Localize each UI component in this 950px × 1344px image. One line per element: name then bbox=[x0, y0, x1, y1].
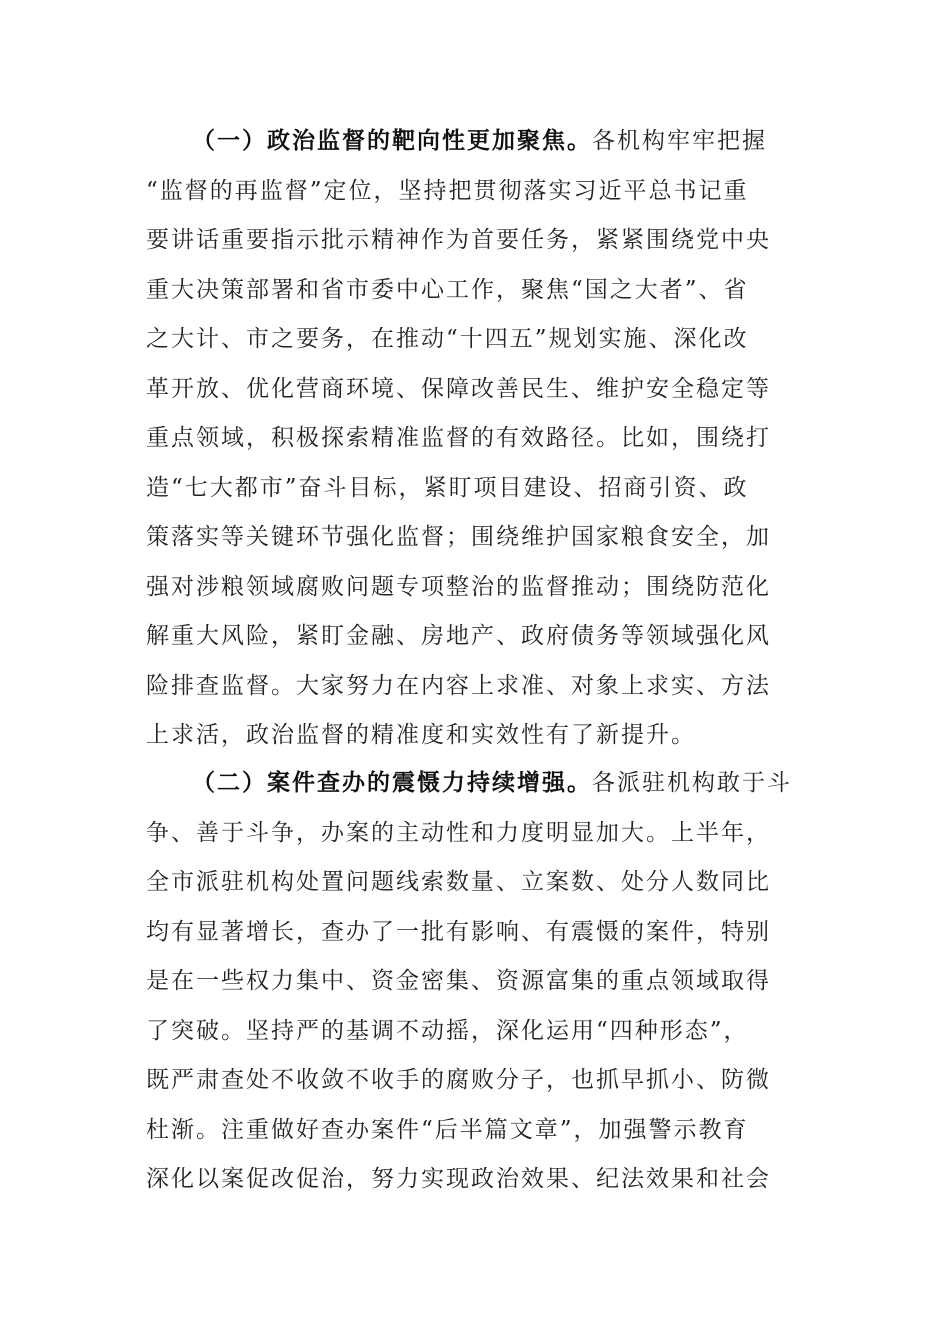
paragraph-line: 解重大风险，紧盯金融、房地产、政府债务等领域强化风 bbox=[146, 623, 771, 649]
paragraph-text: 各机构牢牢把握 bbox=[592, 128, 767, 154]
paragraph-line: 争、善于斗争，办案的主动性和力度明显加大。上半年， bbox=[146, 819, 771, 846]
paragraph-line: 险排查监督。大家努力在内容上求准、对象上求实、方法 bbox=[146, 672, 771, 699]
paragraph-line: 造“七大都市”奋斗目标，紧盯项目建设、招商引资、政 bbox=[146, 474, 749, 501]
paragraph-line: 深化以案促改促治，努力实现政治效果、纪法效果和社会 bbox=[146, 1166, 771, 1192]
paragraph-line: 革开放、优化营商环境、保障改善民生、维护安全稳定等 bbox=[146, 375, 771, 402]
paragraph-line: 是在一些权力集中、资金密集、资源富集的重点领域取得 bbox=[146, 968, 771, 994]
paragraph-line: “监督的再监督”定位，坚持把贯彻落实习近平总书记重 bbox=[146, 177, 749, 204]
paragraph-heading: （二）案件查办的震慑力持续增强。 bbox=[192, 770, 592, 796]
paragraph-line: 要讲话重要指示批示精神作为首要任务，紧紧围绕党中央 bbox=[146, 227, 771, 253]
paragraph-heading: （一）政治监督的靶向性更加聚焦。 bbox=[192, 128, 592, 154]
paragraph-line: 上求活，政治监督的精准度和实效性有了新提升。 bbox=[146, 722, 696, 748]
paragraph-line: 既严肃查处不收敛不收手的腐败分子，也抓早抓小、防微 bbox=[146, 1067, 771, 1093]
paragraph-line: 均有显著增长，查办了一批有影响、有震慑的案件，特别 bbox=[146, 918, 771, 945]
paragraph-case-handling bbox=[146, 759, 806, 1205]
paragraph-line: 杜渐。注重做好查办案件“后半篇文章”，加强警示教育 bbox=[146, 1116, 749, 1143]
paragraph-line: 了突破。坚持严的基调不动摇，深化运用“四种形态”， bbox=[146, 1017, 749, 1044]
paragraph-line: 全市派驻机构处置问题线索数量、立案数、处分人数同比 bbox=[146, 869, 771, 895]
paragraph-first-line bbox=[146, 759, 806, 809]
paragraph-line: 重大决策部署和省市委中心工作，聚焦“国之大者”、省 bbox=[146, 276, 749, 303]
paragraph-line: 重点领域，积极探索精准监督的有效路径。比如，围绕打 bbox=[146, 425, 771, 451]
paragraph-political-supervision bbox=[146, 117, 806, 761]
paragraph-line: 之大计、市之要务，在推动“十四五”规划实施、深化改 bbox=[146, 326, 749, 352]
paragraph-line: 策落实等关键环节强化监督；围绕维护国家粮食安全，加 bbox=[146, 524, 771, 550]
paragraph-first-line bbox=[146, 117, 806, 167]
paragraph-line: 强对涉粮领域腐败问题专项整治的监督推动；围绕防范化 bbox=[146, 573, 771, 600]
paragraph-text: 各派驻机构敢于斗 bbox=[592, 770, 792, 796]
